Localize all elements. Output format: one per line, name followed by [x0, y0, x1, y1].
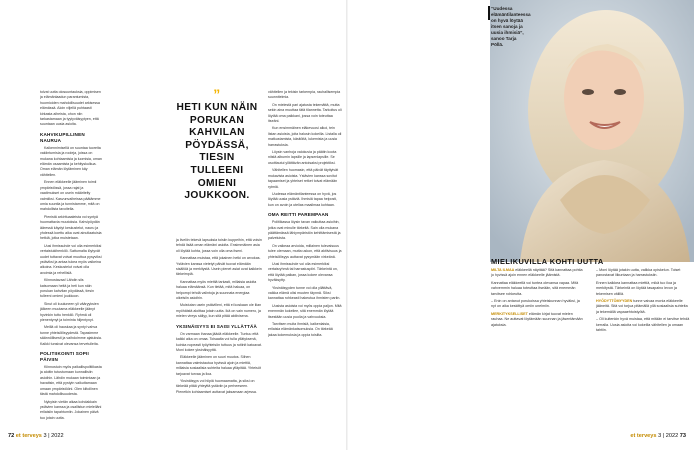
lead-text: elämän kirjat tuovat mielen rauhaa. Ne auttavat löytämään suunnan ja jäsentämään ajatuksia. — [491, 311, 583, 327]
body-paragraph: On varmaan ihanaa jäädä eläkkeelle. Tuntuu että kaikki aika on omaa. Toisaalta voi tulla yllätyksenä, kuinka nopeasti työyhteisön tuttuus ja rutiinit katoavat. Moni kokee yksinäisyyttä. — [176, 331, 262, 352]
text-column-4 — [491, 268, 585, 428]
body-paragraph: Kaikennimisellä on suuntaa tuoreita vakiintumisia ja rooleja, joissa on mukana kohtaamisia ja luomisia, oman elämän osaamista ja kehityskulkua. Oman elämän löytäminen käy vähitellen. — [40, 145, 102, 177]
body-paragraph: On vaikeaa arvioida, millainen tulevaisuus tulee olemaan, mutta uskon, että aktiivisuus ja yhteisöllisyys auttavat pysymään virkeänä. — [268, 243, 342, 259]
body-paragraph: Kun ensimmäinen eläkevuosi alkoi, tein listan asioista, joita halusin kokeilla. Listalla oli matkustamista, käsitöitä, lukemista ja uusia harrastuksia. — [268, 126, 342, 147]
section-heading: MIELIKUVILLA KOHTI UUTTA — [491, 257, 604, 266]
lead-word: MERKITYKSELLISET — [491, 311, 528, 316]
body-paragraph: – Enin on antanut porukoissa yhteiskunnan hyväksi, ja nyt on aika keskittyä omiin unelmiin. — [491, 299, 580, 309]
text-column-2 — [176, 238, 262, 428]
body-paragraph: Uusi ihmissuhde voi olla esimerkiksi vertaistukihenkilö. Sattumalta löytyvät uudet tuttavat voivat muuttua pysyviksi ystäviksi ja antaa tukea myös vaikeina aikoina. Keskustelut voivat olla avoimia ja rehellisiä. — [40, 243, 102, 275]
body-paragraph: Ennen kaikkea kannattaa miettiä, mikä tuo iloa ja merkitystä. Tärkeintä on löytää tasapaino levon ja tekemisen välillä. — [596, 280, 677, 296]
body-paragraph: Kannattaa muistaa, että jokainen hetki on arvokas. Ystävien kanssa vietetyt päivät tuovat elämään sisältöä ja merkitystä. Usein pienet asiat ovat kaikkein tärkeimpiä. — [176, 256, 262, 277]
body-paragraph: Muistutan usein ystävilleni, että ei koskaan ole liian myöhäistä aloittaa jotain uutta. Ikä on vain numero, ja mielen vireys säilyy, kun sitä pitää aktiivisena. — [176, 303, 262, 319]
body-paragraph: Meillä oli hauskaa ja syntyi vahva tunne yhteisöllisyydestä. Tapasimme säännöllisesti ja vaihdoimme ajatuksia. Kaikki tunsivat olevansa tervetulleita. — [40, 325, 102, 346]
lead-text: tunne vaivaa monia eläkkeelle jääneitä. Sitä voi torjua pitämällä yllä sosiaalisia suhteita ja tekemällä vapaaehtoistyötä. — [596, 299, 688, 314]
body-paragraph: Eläkkeelle jääminen on suuri muutos. Siihen kannattaa valmistautua hyvissä ajoin ja miettiä, millaisia sosiaalisia suhteita haluaa ylläpitää. Yhteisöt tarjoavat turvaa ja iloa. — [176, 355, 261, 376]
body-paragraph: Löysin vanhoja valokuvia ja päätin koota niistä albumin lapsille ja lapsenlapsille. Se osoittautui yllättävän antoisaksi projektiksi. — [268, 150, 337, 165]
body-paragraph: Kannattaa myös miettiä tarkasti, millaisia asioita haluaa elämäänsä. Kun tietää, mitä haluaa, on helpompi tehdä valintoja ja suunnata energiaa oikeisiin asioihin. — [176, 279, 257, 301]
body-paragraph: Yksinäisyyden tunne voi olla yllättävä, vaikka elämä olisi muuten täynnä. Siksi kannattaa rohkeasti hakeutua ihmisten pariin. — [268, 285, 341, 301]
issue-left: 3 | 2022 — [43, 433, 64, 439]
photo-caption — [491, 6, 529, 48]
body-paragraph: Vähitellen huomasin, että päivät täyttyivät mukavista asioista. Ystävien kanssa sovitut tapaamiset ja yhteiset retket toivat elämään rytmiä. — [268, 168, 339, 189]
lead-paragraph — [596, 299, 690, 315]
quote-mark: ” — [213, 86, 221, 102]
body-paragraph: Nykyisin vietän aikaa kohdakkain ystävien kanssa ja osallistun mielelläni erilaisiin tapahtumiin. Jokainen päivä tuo jotain uutta. — [40, 399, 102, 420]
pull-quote — [174, 88, 260, 203]
body-paragraph: Ennen eläkkeelle jääminen toimii ympäristössä, jossa rajat ja vaatimukset on usein määritelty valmiiksi. Kasvunvaiheissa päätämme omia suuntia ja tunnistamme, mitä on mahdollista tavoitella. — [40, 180, 101, 212]
body-paragraph: Kannattaa eläkkeellä voi tuntea olevansa vapaa. Mitä vahvemmin haluaa toteuttaa itseään, sitä enemmän tarvitsee rohkeutta. — [491, 280, 579, 296]
body-paragraph: Politiikassa löysin tavan vaikuttaa asioihin, jotka ovat minulle tärkeitä. Sain olla mukana päättämässä lähiympäristön kehittämisestä ja palveluista. — [268, 220, 341, 241]
subheading: YKSINÄISYYS EI SAISI YLLÄTTÄÄ — [176, 323, 258, 329]
body-paragraph: Kiinnostuin myös paikallispolitiikasta ja aloitin tutustumaan kunnallisiin asioihin. Lähdin mukaan toimintaan ja havaitsin, että pystyin vaikuttamaan omaan ympäristööni. Olen kiitollinen tästä mahdollisuudesta. — [40, 365, 102, 397]
subheading: POLITIIKOINTI SOPII PÄIVIIN — [40, 351, 89, 363]
body-paragraph: Kiinnostavaa! Lähdin siis katsomaan heitä ja heti kun näin porukan kahvilan pöydässä, tiesin tulleeni omieni joukkoon. — [40, 278, 94, 299]
page-number-left: 72 — [8, 433, 15, 439]
body-paragraph: vähitellen ja tekisin tarkempia, rauhallisempia suunnitelmia. — [268, 90, 341, 100]
text-column-5 — [596, 268, 690, 428]
caption-bar — [488, 6, 490, 20]
body-paragraph: Tarvitsen muita ihmisiä, kaikenlaisia, erilaisia elämänkatsomuksia. On tärkeää jakaa kokemuksia ja oppia toisilta. — [268, 322, 333, 337]
lead-text: eläkkeellä näyttää? Sitä kannattaa pohtia jo hyvissä ajoin ennen eläkkeelle jäämistä. — [491, 268, 583, 278]
footer-right — [630, 433, 686, 439]
pull-quote-text: HETI KUN NÄIN PORUKAN KAHVILAN PÖYDÄSSÄ, TIESIN TULLEENI OMIENI JOUKKOON. — [176, 102, 258, 202]
body-paragraph: ja liveliin tekevä lapsuksia toisiin kuppeihin, että voisin tehdä lisää oman elämäni asioita. Ensimmäinen asia oli löytää kohta, jossa voin olla oma itseni. — [176, 238, 262, 253]
lead-paragraph — [491, 312, 585, 328]
text-column-1 — [40, 90, 102, 425]
subheading: KAHVIKUPILLINEN NAURUA — [40, 131, 85, 143]
body-paragraph: – Moni löytää jotakin uutta, valikka opiskelun. Toiset panostavat liikuntaan ja harrastuksiin. — [596, 268, 681, 278]
lead-word: MILTA ILMAA — [491, 268, 515, 272]
issue-right: 3 | 2022 — [658, 433, 679, 439]
body-paragraph: Uusista asioista voi myös oppia paljon. Mitä enemmän kokeilee, sitä enemmän löytää itsestään uusia puolia ja vahvuuksia. — [268, 303, 342, 319]
lead-word: HYÖDYTTÖMYYDEN — [596, 299, 633, 304]
body-paragraph: On mielestä pari ajatusta tekemättä, mutta sekin aina muuttaa tätä tilannetta. Tarkoitus oli löytää oma paikkani, jossa voin toteuttaa itseäni. — [268, 102, 342, 124]
body-paragraph: Uusi ihmissuhde voi olla esimerkiksi vertaisryhmä tai harrastuspiiri. Tärkeintä on, että löytää paikan, jossa kokee olevansa hyväksytty. — [268, 261, 338, 283]
caption-text: “Uudessa elämäntilanteessa on hyvä löytää itsen sanoja ja uusia ihmisiä”, sanoo Tarja Pöllä. — [491, 6, 531, 47]
body-paragraph: – Oli kuitenkin hyvä muistaa, että mitään ei tarvitse tehdä kerralla. Uusia asioita voi kokeilla vähitellen ja omaan tahtiin. — [596, 317, 690, 333]
body-paragraph: Uudessa elämäntilanteessa on hyvä, jos löytää uusia ystäviä. Ihmisiä tapaa helposti, kun on avoin ja utelias maailmaa kohtaan. — [268, 191, 338, 207]
magazine-brand-left: et terveys — [15, 433, 42, 439]
body-paragraph: Sinut oli kuuluneen yli vääryyksien jälkeen muutama eläkkeelle jäänyt hyvinkin tuttu henkilö. Ryhmä oli pienentynyt ja toiminta hiljentynyt. — [40, 301, 99, 323]
body-paragraph: tolvat uutta olosuuntauksia, oppimisen ja elämänlaadun parantumista, huomioiden mahdollisuudet arkisessa elämässä. Aloin viljellä puhtaasti kirkasta aiheista, ohon niin tarkastamaan ja tyytyväisyytyen, että suuntaan uusia asioita. — [40, 90, 101, 127]
subheading: OMA REITTI PAREMPAAN — [268, 212, 329, 218]
footer-left — [8, 433, 64, 439]
body-paragraph: Pienistä arkirituaaleista voi syntyä huomattavia muutoksia. Kahvipöydän ääressä käydyt keskustelut, nauru ja yhdessä koettu aika ovat ainutlaatuisia hetkiä, jotka muistetaan. — [40, 214, 102, 241]
lead-paragraph — [491, 268, 585, 279]
page-gutter — [346, 0, 348, 450]
body-paragraph: Yksinäisyys voi hiipiä huomaamatta, ja siksi on tärkeää pitää yhteyttä ystäviin ja perheeseen. Pienetkin kohtaamiset auttavat jaksamaan arjessa. — [176, 378, 257, 394]
magazine-brand-right: et terveys — [630, 433, 657, 439]
page-number-right: 73 — [679, 433, 686, 439]
text-column-3 — [268, 90, 342, 425]
